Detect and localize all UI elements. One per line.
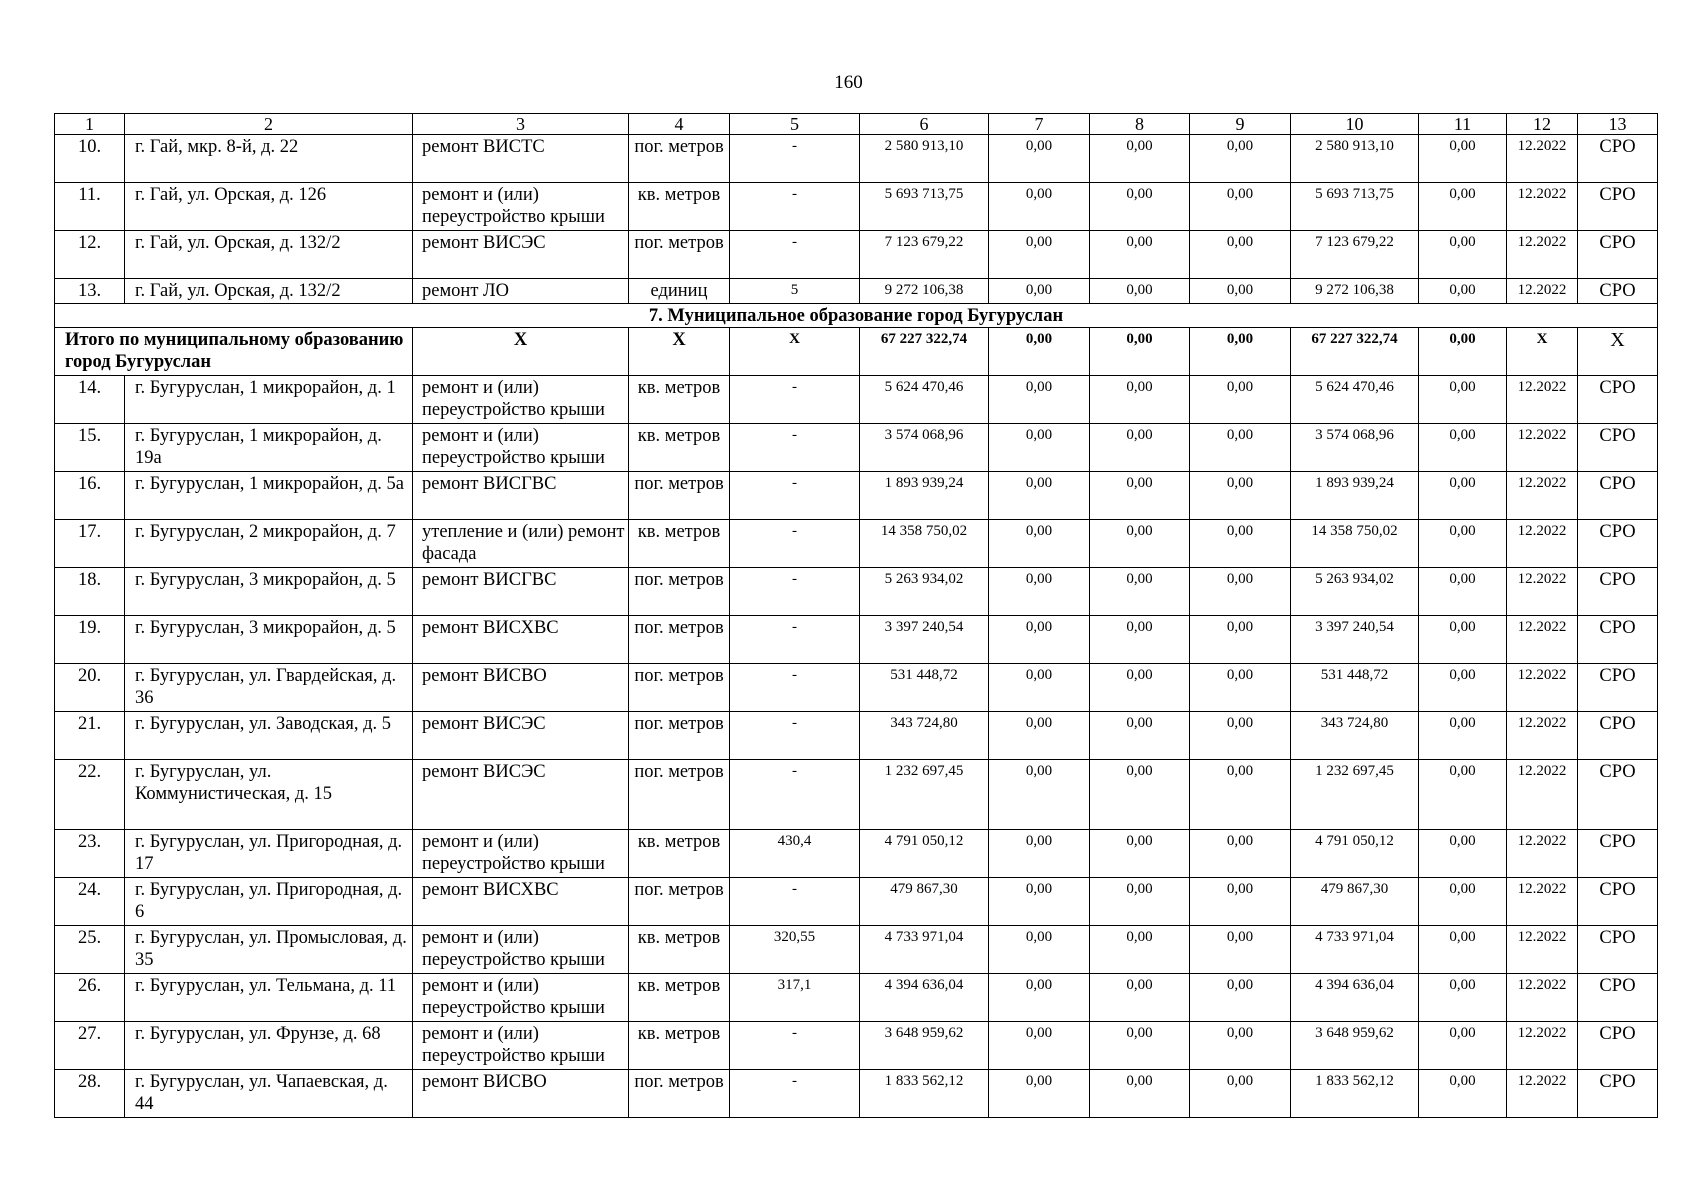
deadline-cell: 12.2022 [1507, 616, 1578, 664]
cost-cell: 0,00 [1090, 878, 1190, 926]
header-cell: 2 [125, 114, 413, 135]
address-cell: г. Бугуруслан, 3 микрорайон, д. 5 [125, 568, 413, 616]
cost-cell: 0,00 [989, 568, 1090, 616]
cost-cell: 0,00 [989, 760, 1090, 830]
work-type-cell: ремонт ВИСВО [413, 1070, 629, 1118]
executor-cell: СРО [1578, 135, 1658, 183]
cost-cell: 0,00 [1190, 520, 1291, 568]
row-number: 24. [55, 878, 125, 926]
table-row [55, 878, 1658, 926]
page-number: 160 [834, 72, 863, 93]
cost-cell: 0,00 [1419, 616, 1507, 664]
total-cost-cell: 4 394 636,04 [860, 974, 989, 1022]
table-row [55, 760, 1658, 830]
work-type-cell: ремонт ВИСГВС [413, 568, 629, 616]
deadline-cell: 12.2022 [1507, 376, 1578, 424]
total-cell: 0,00 [1090, 328, 1190, 376]
table-row [55, 183, 1658, 231]
cost-cell: 0,00 [1190, 279, 1291, 304]
cost-cell: 0,00 [1190, 974, 1291, 1022]
address-cell: г. Бугуруслан, ул. Пригородная, д. 17 [125, 830, 413, 878]
deadline-cell: 12.2022 [1507, 568, 1578, 616]
address-cell: г. Бугуруслан, ул. Коммунистическая, д. 15 [125, 760, 413, 830]
address-cell: г. Бугуруслан, ул. Тельмана, д. 11 [125, 974, 413, 1022]
table-row [55, 520, 1658, 568]
deadline-cell: 12.2022 [1507, 1070, 1578, 1118]
deadline-cell: 12.2022 [1507, 424, 1578, 472]
deadline-cell: 12.2022 [1507, 830, 1578, 878]
total-cost-cell: 7 123 679,22 [860, 231, 989, 279]
address-cell: г. Бугуруслан, 3 микрорайон, д. 5 [125, 616, 413, 664]
cost-cell: 7 123 679,22 [1291, 231, 1419, 279]
row-number: 17. [55, 520, 125, 568]
row-number: 11. [55, 183, 125, 231]
cost-cell: 0,00 [1419, 926, 1507, 974]
cost-cell: 0,00 [989, 926, 1090, 974]
deadline-cell: 12.2022 [1507, 279, 1578, 304]
total-cell: 0,00 [1190, 328, 1291, 376]
cost-cell: 0,00 [1419, 279, 1507, 304]
table-row [55, 830, 1658, 878]
volume-cell: - [730, 231, 860, 279]
cost-cell: 0,00 [1190, 376, 1291, 424]
address-cell: г. Гай, ул. Орская, д. 132/2 [125, 231, 413, 279]
table-row [55, 424, 1658, 472]
deadline-cell: 12.2022 [1507, 183, 1578, 231]
total-cost-cell: 5 263 934,02 [860, 568, 989, 616]
address-cell: г. Бугуруслан, 1 микрорайон, д. 1 [125, 376, 413, 424]
unit-cell: пог. метров [629, 712, 730, 760]
column-number-header [55, 114, 1658, 135]
row-number: 12. [55, 231, 125, 279]
header-cell: 3 [413, 114, 629, 135]
total-cost-cell: 3 648 959,62 [860, 1022, 989, 1070]
deadline-cell: 12.2022 [1507, 974, 1578, 1022]
header-cell: 8 [1090, 114, 1190, 135]
table-row [55, 376, 1658, 424]
row-number: 26. [55, 974, 125, 1022]
table-row [55, 279, 1658, 304]
unit-cell: кв. метров [629, 830, 730, 878]
table-row [55, 664, 1658, 712]
unit-cell: пог. метров [629, 760, 730, 830]
cost-cell: 0,00 [1419, 1022, 1507, 1070]
header-cell: 12 [1507, 114, 1578, 135]
work-type-cell: ремонт ВИСХВС [413, 616, 629, 664]
cost-cell: 0,00 [1419, 376, 1507, 424]
cost-cell: 3 648 959,62 [1291, 1022, 1419, 1070]
cost-cell: 0,00 [989, 664, 1090, 712]
address-cell: г. Бугуруслан, 2 микрорайон, д. 7 [125, 520, 413, 568]
cost-cell: 3 574 068,96 [1291, 424, 1419, 472]
deadline-cell: 12.2022 [1507, 135, 1578, 183]
table-row [55, 231, 1658, 279]
cost-cell: 4 791 050,12 [1291, 830, 1419, 878]
cost-cell: 0,00 [989, 1022, 1090, 1070]
cost-cell: 3 397 240,54 [1291, 616, 1419, 664]
header-cell: 10 [1291, 114, 1419, 135]
unit-cell: пог. метров [629, 616, 730, 664]
table-row [55, 1022, 1658, 1070]
row-number: 22. [55, 760, 125, 830]
cost-cell: 0,00 [989, 231, 1090, 279]
deadline-cell: 12.2022 [1507, 760, 1578, 830]
cost-cell: 0,00 [1419, 424, 1507, 472]
cost-cell: 0,00 [1419, 568, 1507, 616]
volume-cell: - [730, 183, 860, 231]
work-type-cell: ремонт ВИСГВС [413, 472, 629, 520]
total-cost-cell: 343 724,80 [860, 712, 989, 760]
executor-cell: СРО [1578, 568, 1658, 616]
executor-cell: СРО [1578, 830, 1658, 878]
volume-cell: - [730, 135, 860, 183]
row-number: 19. [55, 616, 125, 664]
total-cost-cell: 479 867,30 [860, 878, 989, 926]
cost-cell: 0,00 [1190, 664, 1291, 712]
cost-cell: 0,00 [1190, 424, 1291, 472]
row-number: 25. [55, 926, 125, 974]
work-type-cell: ремонт ВИСЭС [413, 760, 629, 830]
row-number: 23. [55, 830, 125, 878]
work-type-cell: ремонт и (или) переустройство крыши [413, 376, 629, 424]
cost-cell: 0,00 [1190, 1022, 1291, 1070]
volume-cell: 5 [730, 279, 860, 304]
cost-cell: 4 733 971,04 [1291, 926, 1419, 974]
total-cell: 0,00 [1419, 328, 1507, 376]
executor-cell: СРО [1578, 878, 1658, 926]
cost-cell: 0,00 [989, 712, 1090, 760]
row-number: 16. [55, 472, 125, 520]
cost-cell: 0,00 [989, 974, 1090, 1022]
cost-cell: 0,00 [1419, 1070, 1507, 1118]
total-cell: X [413, 328, 629, 376]
row-number: 27. [55, 1022, 125, 1070]
cost-cell: 0,00 [1190, 616, 1291, 664]
address-cell: г. Бугуруслан, ул. Заводская, д. 5 [125, 712, 413, 760]
cost-cell: 5 624 470,46 [1291, 376, 1419, 424]
total-cell: X [1578, 328, 1658, 376]
cost-cell: 0,00 [1090, 760, 1190, 830]
executor-cell: СРО [1578, 1022, 1658, 1070]
row-number: 13. [55, 279, 125, 304]
total-cell: 0,00 [989, 328, 1090, 376]
cost-cell: 0,00 [1190, 878, 1291, 926]
unit-cell: пог. метров [629, 1070, 730, 1118]
volume-cell: - [730, 760, 860, 830]
work-type-cell: ремонт и (или) переустройство крыши [413, 974, 629, 1022]
volume-cell: - [730, 376, 860, 424]
table-row [55, 568, 1658, 616]
cost-cell: 0,00 [1419, 974, 1507, 1022]
cost-cell: 5 263 934,02 [1291, 568, 1419, 616]
unit-cell: пог. метров [629, 231, 730, 279]
cost-cell: 9 272 106,38 [1291, 279, 1419, 304]
header-cell: 7 [989, 114, 1090, 135]
cost-cell: 0,00 [1090, 183, 1190, 231]
volume-cell: - [730, 1070, 860, 1118]
work-type-cell: утепление и (или) ремонт фасада [413, 520, 629, 568]
executor-cell: СРО [1578, 472, 1658, 520]
executor-cell: СРО [1578, 712, 1658, 760]
table-row [55, 135, 1658, 183]
cost-cell: 5 693 713,75 [1291, 183, 1419, 231]
total-cell: 67 227 322,74 [860, 328, 989, 376]
cost-cell: 1 232 697,45 [1291, 760, 1419, 830]
address-cell: г. Бугуруслан, ул. Пригородная, д. 6 [125, 878, 413, 926]
header-cell: 9 [1190, 114, 1291, 135]
unit-cell: пог. метров [629, 472, 730, 520]
cost-cell: 0,00 [1419, 472, 1507, 520]
table-row [55, 974, 1658, 1022]
header-cell: 1 [55, 114, 125, 135]
executor-cell: СРО [1578, 974, 1658, 1022]
work-type-cell: ремонт и (или) переустройство крыши [413, 424, 629, 472]
table-row [55, 472, 1658, 520]
address-cell: г. Бугуруслан, 1 микрорайон, д. 19а [125, 424, 413, 472]
cost-cell: 0,00 [989, 520, 1090, 568]
cost-cell: 0,00 [1419, 183, 1507, 231]
work-type-cell: ремонт ВИСТС [413, 135, 629, 183]
total-cost-cell: 4 733 971,04 [860, 926, 989, 974]
cost-cell: 0,00 [1090, 424, 1190, 472]
unit-cell: кв. метров [629, 520, 730, 568]
total-cell: X [730, 328, 860, 376]
cost-cell: 479 867,30 [1291, 878, 1419, 926]
unit-cell: кв. метров [629, 926, 730, 974]
executor-cell: СРО [1578, 1070, 1658, 1118]
deadline-cell: 12.2022 [1507, 926, 1578, 974]
deadline-cell: 12.2022 [1507, 664, 1578, 712]
total-cost-cell: 1 833 562,12 [860, 1070, 989, 1118]
total-cost-cell: 3 574 068,96 [860, 424, 989, 472]
address-cell: г. Бугуруслан, 1 микрорайон, д. 5а [125, 472, 413, 520]
cost-cell: 0,00 [1419, 878, 1507, 926]
section-heading-row [55, 304, 1658, 328]
unit-cell: кв. метров [629, 1022, 730, 1070]
total-cost-cell: 2 580 913,10 [860, 135, 989, 183]
cost-cell: 0,00 [989, 830, 1090, 878]
unit-cell: пог. метров [629, 135, 730, 183]
cost-cell: 1 833 562,12 [1291, 1070, 1419, 1118]
executor-cell: СРО [1578, 424, 1658, 472]
cost-cell: 0,00 [989, 424, 1090, 472]
cost-cell: 0,00 [1090, 520, 1190, 568]
volume-cell: 317,1 [730, 974, 860, 1022]
volume-cell: - [730, 878, 860, 926]
cost-cell: 0,00 [1190, 472, 1291, 520]
deadline-cell: 12.2022 [1507, 472, 1578, 520]
cost-cell: 0,00 [1090, 926, 1190, 974]
address-cell: г. Бугуруслан, ул. Гвардейская, д. 36 [125, 664, 413, 712]
table-row [55, 1070, 1658, 1118]
unit-cell: пог. метров [629, 568, 730, 616]
work-type-cell: ремонт ВИСЭС [413, 712, 629, 760]
row-number: 10. [55, 135, 125, 183]
cost-cell: 0,00 [1090, 664, 1190, 712]
executor-cell: СРО [1578, 231, 1658, 279]
volume-cell: 320,55 [730, 926, 860, 974]
deadline-cell: 12.2022 [1507, 712, 1578, 760]
unit-cell: кв. метров [629, 183, 730, 231]
volume-cell: - [730, 664, 860, 712]
cost-cell: 0,00 [1090, 376, 1190, 424]
cost-cell: 0,00 [1190, 135, 1291, 183]
cost-cell: 0,00 [989, 135, 1090, 183]
cost-cell: 0,00 [989, 472, 1090, 520]
cost-cell: 0,00 [1090, 568, 1190, 616]
cost-cell: 0,00 [1419, 231, 1507, 279]
header-cell: 13 [1578, 114, 1658, 135]
cost-cell: 2 580 913,10 [1291, 135, 1419, 183]
cost-cell: 0,00 [989, 878, 1090, 926]
work-type-cell: ремонт ЛО [413, 279, 629, 304]
address-cell: г. Бугуруслан, ул. Промысловая, д. 35 [125, 926, 413, 974]
cost-cell: 0,00 [1090, 830, 1190, 878]
capital-repair-table [54, 113, 1658, 1118]
executor-cell: СРО [1578, 279, 1658, 304]
total-cost-cell: 4 791 050,12 [860, 830, 989, 878]
cost-cell: 531 448,72 [1291, 664, 1419, 712]
total-cost-cell: 14 358 750,02 [860, 520, 989, 568]
cost-cell: 0,00 [1190, 830, 1291, 878]
executor-cell: СРО [1578, 760, 1658, 830]
cost-cell: 0,00 [1190, 760, 1291, 830]
table-row [55, 926, 1658, 974]
executor-cell: СРО [1578, 664, 1658, 712]
row-number: 21. [55, 712, 125, 760]
row-number: 18. [55, 568, 125, 616]
volume-cell: - [730, 520, 860, 568]
row-number: 14. [55, 376, 125, 424]
total-cost-cell: 5 624 470,46 [860, 376, 989, 424]
cost-cell: 0,00 [989, 183, 1090, 231]
table-row [55, 712, 1658, 760]
unit-cell: кв. метров [629, 424, 730, 472]
total-cost-cell: 9 272 106,38 [860, 279, 989, 304]
cost-cell: 0,00 [989, 616, 1090, 664]
row-number: 20. [55, 664, 125, 712]
volume-cell: - [730, 472, 860, 520]
unit-cell: кв. метров [629, 376, 730, 424]
total-cost-cell: 5 693 713,75 [860, 183, 989, 231]
cost-cell: 0,00 [1190, 568, 1291, 616]
cost-cell: 4 394 636,04 [1291, 974, 1419, 1022]
row-number: 15. [55, 424, 125, 472]
volume-cell: - [730, 616, 860, 664]
section-title: 7. Муниципальное образование город Бугуруслан [55, 304, 1658, 328]
header-cell: 11 [1419, 114, 1507, 135]
header-cell: 4 [629, 114, 730, 135]
cost-cell: 0,00 [989, 1070, 1090, 1118]
cost-cell: 343 724,80 [1291, 712, 1419, 760]
cost-cell: 0,00 [1190, 926, 1291, 974]
unit-cell: пог. метров [629, 664, 730, 712]
cost-cell: 0,00 [1090, 231, 1190, 279]
cost-cell: 14 358 750,02 [1291, 520, 1419, 568]
total-cost-cell: 531 448,72 [860, 664, 989, 712]
cost-cell: 0,00 [989, 376, 1090, 424]
total-cost-cell: 1 893 939,24 [860, 472, 989, 520]
cost-cell: 0,00 [1419, 520, 1507, 568]
volume-cell: - [730, 1022, 860, 1070]
cost-cell: 1 893 939,24 [1291, 472, 1419, 520]
cost-cell: 0,00 [1090, 974, 1190, 1022]
work-type-cell: ремонт ВИСЭС [413, 231, 629, 279]
work-type-cell: ремонт ВИСВО [413, 664, 629, 712]
address-cell: г. Гай, мкр. 8-й, д. 22 [125, 135, 413, 183]
executor-cell: СРО [1578, 616, 1658, 664]
work-type-cell: ремонт и (или) переустройство крыши [413, 830, 629, 878]
cost-cell: 0,00 [1419, 712, 1507, 760]
header-cell: 6 [860, 114, 989, 135]
cost-cell: 0,00 [1090, 279, 1190, 304]
address-cell: г. Гай, ул. Орская, д. 126 [125, 183, 413, 231]
address-cell: г. Бугуруслан, ул. Чапаевская, д. 44 [125, 1070, 413, 1118]
work-type-cell: ремонт и (или) переустройство крыши [413, 926, 629, 974]
executor-cell: СРО [1578, 183, 1658, 231]
volume-cell: - [730, 568, 860, 616]
cost-cell: 0,00 [1419, 664, 1507, 712]
total-cell: 67 227 322,74 [1291, 328, 1419, 376]
deadline-cell: 12.2022 [1507, 231, 1578, 279]
total-cost-cell: 3 397 240,54 [860, 616, 989, 664]
cost-cell: 0,00 [1090, 616, 1190, 664]
work-type-cell: ремонт ВИСХВС [413, 878, 629, 926]
total-cost-cell: 1 232 697,45 [860, 760, 989, 830]
executor-cell: СРО [1578, 376, 1658, 424]
work-type-cell: ремонт и (или) переустройство крыши [413, 1022, 629, 1070]
cost-cell: 0,00 [1190, 1070, 1291, 1118]
deadline-cell: 12.2022 [1507, 878, 1578, 926]
work-type-cell: ремонт и (или) переустройство крыши [413, 183, 629, 231]
cost-cell: 0,00 [1090, 1070, 1190, 1118]
cost-cell: 0,00 [1090, 472, 1190, 520]
cost-cell: 0,00 [1419, 760, 1507, 830]
volume-cell: - [730, 712, 860, 760]
table-row [55, 616, 1658, 664]
cost-cell: 0,00 [1090, 135, 1190, 183]
volume-cell: 430,4 [730, 830, 860, 878]
cost-cell: 0,00 [1090, 1022, 1190, 1070]
cost-cell: 0,00 [1190, 712, 1291, 760]
cost-cell: 0,00 [1190, 231, 1291, 279]
volume-cell: - [730, 424, 860, 472]
cost-cell: 0,00 [989, 279, 1090, 304]
total-label: Итого по муниципальному образованию город Бугуруслан [55, 328, 413, 376]
row-number: 28. [55, 1070, 125, 1118]
municipality-total-row [55, 328, 1658, 376]
executor-cell: СРО [1578, 520, 1658, 568]
cost-cell: 0,00 [1190, 183, 1291, 231]
total-cell: X [629, 328, 730, 376]
cost-cell: 0,00 [1090, 712, 1190, 760]
cost-cell: 0,00 [1419, 830, 1507, 878]
total-cell: X [1507, 328, 1578, 376]
cost-cell: 0,00 [1419, 135, 1507, 183]
unit-cell: пог. метров [629, 878, 730, 926]
unit-cell: кв. метров [629, 974, 730, 1022]
header-cell: 5 [730, 114, 860, 135]
deadline-cell: 12.2022 [1507, 520, 1578, 568]
address-cell: г. Бугуруслан, ул. Фрунзе, д. 68 [125, 1022, 413, 1070]
executor-cell: СРО [1578, 926, 1658, 974]
unit-cell: единиц [629, 279, 730, 304]
address-cell: г. Гай, ул. Орская, д. 132/2 [125, 279, 413, 304]
deadline-cell: 12.2022 [1507, 1022, 1578, 1070]
